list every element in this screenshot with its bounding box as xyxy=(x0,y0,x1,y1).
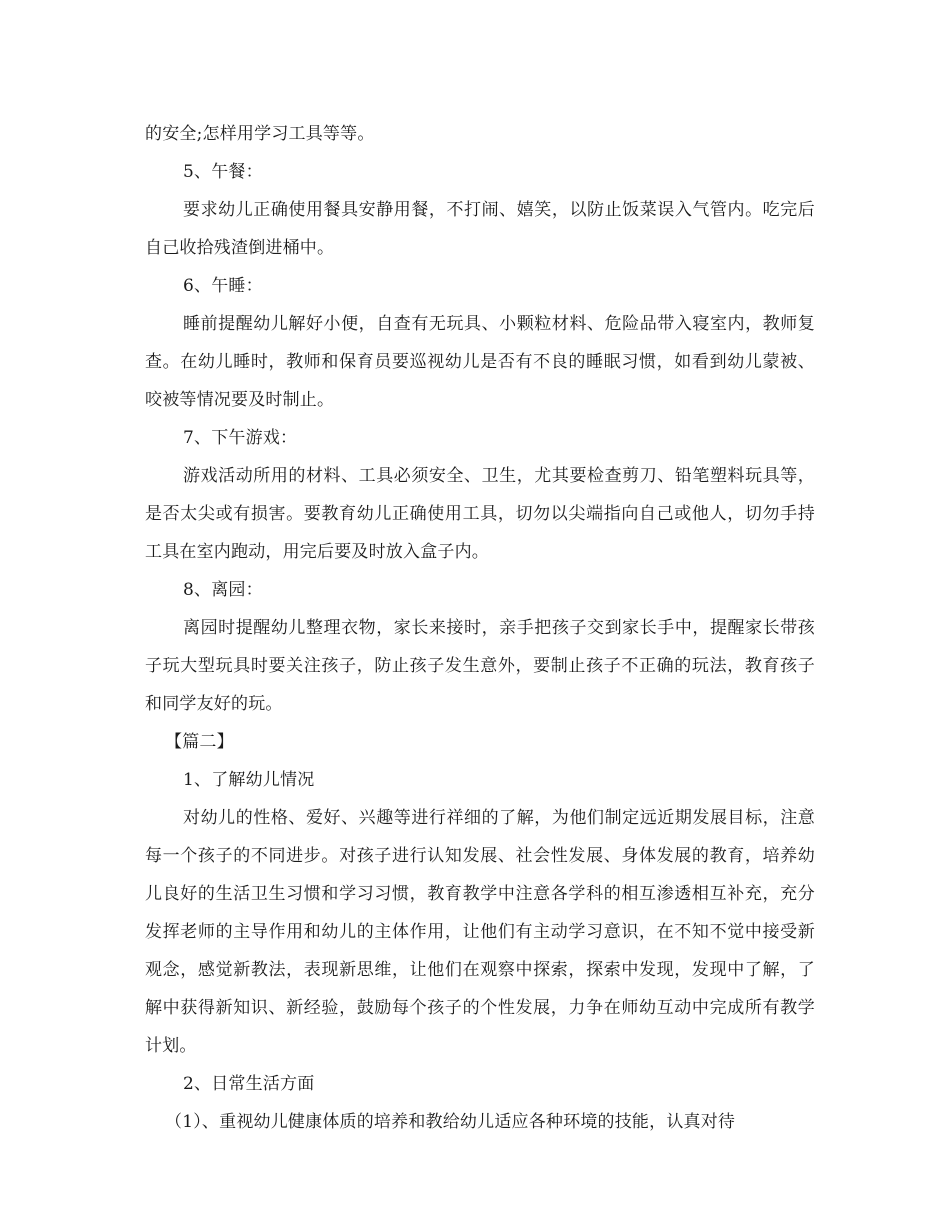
paragraph: 睡前提醒幼儿解好小便，自查有无玩具、小颗粒材料、危险品带入寝室内，教师复查。在幼儿睡时，教师和保育员要巡视幼儿是否有不良的睡眠习惯，如看到幼儿蒙被、咬被等情况要及时制止。 xyxy=(145,314,815,410)
document-body xyxy=(145,115,815,1141)
paragraph: 离园时提醒幼儿整理衣物，家长来接时，亲手把孩子交到家长手中，提醒家长带孩子玩大型玩具时要关注孩子，防止孩子发生意外，要制止孩子不正确的玩法，教育孩子和同学友好的玩。 xyxy=(145,618,815,714)
section-heading-daily-life: 2、日常生活方面 xyxy=(183,1074,315,1094)
paragraph: 的安全;怎样用学习工具等等。 xyxy=(145,124,375,144)
paragraph: 对幼儿的性格、爱好、兴趣等进行祥细的了解，为他们制定远近期发展目标，注意每一个孩子的不同进步。对孩子进行认知发展、社会性发展、身体发展的教育，培养幼儿良好的生活卫生习惯和学习习惯，教育教学中注意各学科的相互渗透相互补充，充分发挥老师的主导作用和幼儿的主体作用，让他们有主动学习意识，在不知不觉中接受新观念，感觉新教法，表现新思维，让他们在观察中探索，探索中发现，发现中了解，了解中获得新知识、新经验，鼓励每个孩子的个性发展，力争在师幼互动中完成所有教学计划。 xyxy=(145,808,815,1056)
paragraph: 游戏活动所用的材料、工具必须安全、卫生，尤其要检查剪刀、铅笔塑料玩具等，是否太尖或有损害。要教育幼儿正确使用工具，切勿以尖端指向自己或他人，切勿手持工具在室内跑动，用完后要及时放入盒子内。 xyxy=(145,466,815,562)
section-heading-nap: 6、午睡： xyxy=(183,276,263,296)
section-heading-leaving: 8、离园： xyxy=(183,580,263,600)
section-heading-understand-children: 1、了解幼儿情况 xyxy=(183,770,315,790)
paragraph: 要求幼儿正确使用餐具安静用餐，不打闹、嬉笑，以防止饭菜误入气管内。吃完后自己收拾残渣倒进桶中。 xyxy=(145,200,815,258)
section-heading-lunch: 5、午餐： xyxy=(183,162,263,182)
paragraph: （1）、重视幼儿健康体质的培养和教给幼儿适应各种环境的技能，认真对待 xyxy=(165,1112,736,1132)
chapter-heading: 【篇二】 xyxy=(165,732,234,752)
section-heading-afternoon-games: 7、下午游戏： xyxy=(183,428,298,448)
